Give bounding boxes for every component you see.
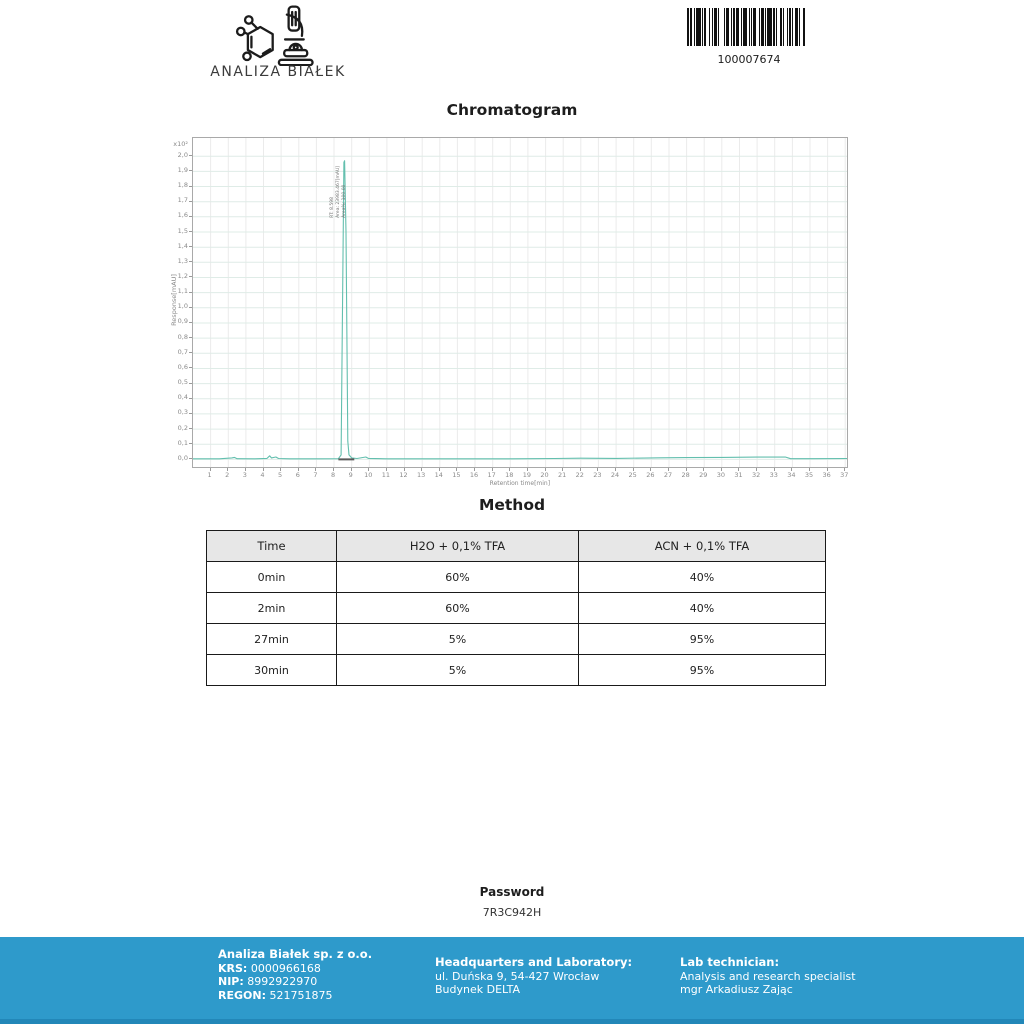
table-row <box>207 624 826 655</box>
table-cell: 5% <box>337 655 579 686</box>
footer-technician <box>680 956 856 997</box>
column-header: ACN + 0,1% TFA <box>579 531 826 562</box>
x-tick-mark <box>492 468 493 471</box>
footer-hq-title: Headquarters and Laboratory: <box>435 955 633 969</box>
x-tick-label: 15 <box>452 471 461 479</box>
method-title: Method <box>478 496 546 514</box>
chemistry-microscope-icon <box>233 4 323 66</box>
x-tick-mark <box>756 468 757 471</box>
x-tick-label: 27 <box>663 471 673 479</box>
chromatogram-chart <box>160 130 860 498</box>
table-cell: 40% <box>579 593 826 624</box>
x-tick-label: 28 <box>681 471 690 479</box>
x-tick-mark <box>474 468 475 471</box>
x-tick-label: 12 <box>399 471 408 479</box>
x-tick-mark <box>545 468 546 471</box>
password-value: 7R3C942H <box>482 906 542 919</box>
y-tick-label: 0,7 <box>177 347 188 356</box>
y-tick-label: 0,6 <box>177 362 188 371</box>
table-cell: 95% <box>579 655 826 686</box>
x-tick-label: 37 <box>840 471 849 479</box>
table-cell: 2min <box>207 593 337 624</box>
y-axis-scale-label: x10² <box>173 140 188 149</box>
x-tick-label: 23 <box>593 471 602 479</box>
y-tick-mark <box>189 367 192 368</box>
x-tick-mark <box>245 468 246 471</box>
y-tick-label: 0,4 <box>177 393 188 402</box>
x-tick-mark <box>668 468 669 471</box>
y-tick-mark <box>189 170 192 171</box>
y-tick-label: 1,1 <box>177 287 188 296</box>
y-tick-mark <box>189 428 192 429</box>
x-tick-mark <box>298 468 299 471</box>
column-header: Time <box>207 531 337 562</box>
x-tick-mark <box>703 468 704 471</box>
x-tick-label: 33 <box>769 471 778 479</box>
table-cell: 95% <box>579 624 826 655</box>
x-tick-label: 7 <box>313 471 318 479</box>
x-tick-label: 3 <box>242 471 247 479</box>
y-tick-mark <box>189 216 192 217</box>
x-tick-label: 10 <box>364 471 373 479</box>
x-tick-mark <box>227 468 228 471</box>
peak-annotation-line: RT: 8.598 <box>329 196 335 218</box>
footer-regon: REGON: 521751875 <box>218 988 333 1002</box>
footer-headquarters <box>435 956 632 997</box>
x-tick-mark <box>721 468 722 471</box>
x-tick-label: 18 <box>505 471 514 479</box>
y-tick-mark <box>189 352 192 353</box>
table-cell: 40% <box>579 562 826 593</box>
x-tick-label: 25 <box>628 471 637 479</box>
table-row <box>207 655 826 686</box>
y-tick-mark <box>189 383 192 384</box>
x-tick-mark <box>827 468 828 471</box>
y-tick-mark <box>189 246 192 247</box>
y-tick-mark <box>189 276 192 277</box>
x-tick-label: 36 <box>822 471 831 479</box>
chart-svg <box>193 138 847 467</box>
x-tick-label: 6 <box>295 471 300 479</box>
x-tick-mark <box>686 468 687 471</box>
table-row <box>207 593 826 624</box>
table-cell: 0min <box>207 562 337 593</box>
y-tick-mark <box>189 261 192 262</box>
y-tick-label: 0,1 <box>177 438 188 447</box>
x-tick-mark <box>404 468 405 471</box>
y-tick-label: 1,9 <box>177 165 188 174</box>
x-tick-label: 34 <box>787 471 796 479</box>
footer-tech-role: Analysis and research specialist <box>680 969 856 983</box>
y-tick-mark <box>189 398 192 399</box>
y-tick-mark <box>189 443 192 444</box>
x-tick-mark <box>562 468 563 471</box>
x-tick-mark <box>809 468 810 471</box>
footer-company-info <box>218 948 372 1002</box>
x-tick-mark <box>280 468 281 471</box>
x-tick-label: 4 <box>260 471 265 479</box>
x-tick-label: 35 <box>804 471 814 479</box>
table-row <box>207 562 826 593</box>
x-tick-mark <box>386 468 387 471</box>
footer-tech-name: mgr Arkadiusz Zając <box>680 983 793 996</box>
y-tick-label: 0,5 <box>177 378 188 387</box>
table-cell: 60% <box>337 562 579 593</box>
y-tick-mark <box>189 322 192 323</box>
x-tick-mark <box>527 468 528 471</box>
y-tick-label: 1,0 <box>177 302 188 311</box>
x-tick-mark <box>597 468 598 471</box>
y-tick-mark <box>189 201 192 202</box>
y-tick-label: 0,8 <box>177 332 188 341</box>
x-tick-mark <box>633 468 634 471</box>
y-tick-mark <box>189 231 192 232</box>
footer-hq-address: ul. Duńska 9, 54-427 Wrocław <box>435 969 600 983</box>
x-tick-mark <box>650 468 651 471</box>
column-header: H2O + 0,1% TFA <box>337 531 579 562</box>
x-tick-label: 2 <box>225 471 230 479</box>
y-tick-label: 2,0 <box>177 150 188 159</box>
barcode <box>687 8 805 46</box>
x-tick-label: 1 <box>207 471 212 479</box>
x-tick-label: 32 <box>751 471 761 479</box>
footer-bottom-stripe <box>0 1019 1024 1024</box>
table-cell: 30min <box>207 655 337 686</box>
x-tick-label: 17 <box>487 471 496 479</box>
table-cell: 27min <box>207 624 337 655</box>
y-tick-label: 1,3 <box>177 256 188 265</box>
x-tick-mark <box>421 468 422 471</box>
peak-annotation-line: Area: 23983.467[mAU] <box>335 165 341 218</box>
x-tick-label: 22 <box>575 471 584 479</box>
footer-krs: KRS: 0000966168 <box>218 961 321 975</box>
x-tick-label: 29 <box>699 471 708 479</box>
chart-plot-area <box>192 137 848 468</box>
x-tick-mark <box>263 468 264 471</box>
table-cell: 5% <box>337 624 579 655</box>
x-tick-label: 8 <box>330 471 336 479</box>
y-axis-label: Response[mAU] <box>170 274 178 326</box>
y-tick-label: 0,3 <box>177 408 188 417</box>
x-axis-label: Retention time[min] <box>489 480 551 487</box>
x-tick-label: 9 <box>348 471 353 479</box>
y-tick-label: 0,2 <box>177 423 188 432</box>
y-tick-label: 1,8 <box>177 181 188 190</box>
footer-tech-title: Lab technician: <box>680 955 780 969</box>
x-tick-mark <box>368 468 369 471</box>
peak-annotation-line: Area%: 100.00 <box>341 184 347 218</box>
x-tick-mark <box>791 468 792 471</box>
y-tick-label: 0,9 <box>177 317 188 326</box>
x-tick-mark <box>351 468 352 471</box>
password-label: Password <box>479 885 545 899</box>
x-tick-mark <box>774 468 775 471</box>
x-tick-label: 14 <box>434 471 443 479</box>
x-tick-label: 5 <box>278 471 283 479</box>
x-tick-label: 11 <box>381 471 391 479</box>
x-tick-mark <box>315 468 316 471</box>
y-tick-mark <box>189 413 192 414</box>
y-tick-label: 1,5 <box>177 226 188 235</box>
x-tick-mark <box>439 468 440 471</box>
x-tick-mark <box>333 468 334 471</box>
table-header-row <box>207 531 826 562</box>
x-tick-mark <box>615 468 616 471</box>
x-tick-mark <box>210 468 211 471</box>
company-logo <box>233 4 323 66</box>
barcode-bar <box>803 8 805 46</box>
x-tick-label: 19 <box>522 471 532 479</box>
x-tick-mark <box>580 468 581 471</box>
company-name: ANALIZA BIAŁEK <box>210 64 346 80</box>
x-tick-label: 26 <box>646 471 655 479</box>
x-tick-label: 20 <box>540 471 549 479</box>
y-tick-mark <box>189 186 192 187</box>
y-tick-mark <box>189 292 192 293</box>
chromatogram-title: Chromatogram <box>446 101 578 119</box>
y-tick-label: 1,6 <box>177 211 188 220</box>
y-tick-mark <box>189 337 192 338</box>
peak-annotation <box>330 166 347 218</box>
x-tick-label: 31 <box>734 471 743 479</box>
x-tick-label: 30 <box>716 471 725 479</box>
barcode-number: 100007674 <box>717 53 781 66</box>
y-tick-mark <box>189 155 192 156</box>
y-tick-label: 1,7 <box>177 196 188 205</box>
footer-nip: NIP: 8992922970 <box>218 975 318 988</box>
x-tick-label: 13 <box>417 471 426 479</box>
y-tick-label: 1,4 <box>177 241 188 250</box>
x-tick-label: 16 <box>469 471 479 479</box>
y-tick-label: 1,2 <box>177 271 188 280</box>
x-tick-mark <box>456 468 457 471</box>
x-tick-label: 24 <box>610 471 620 479</box>
footer-hq-building: Budynek DELTA <box>435 983 521 996</box>
x-tick-mark <box>844 468 845 471</box>
table-cell: 60% <box>337 593 579 624</box>
x-tick-mark <box>738 468 739 471</box>
x-tick-mark <box>509 468 510 471</box>
y-tick-mark <box>189 307 192 308</box>
footer-company-name: Analiza Białek sp. z o.o. <box>218 947 373 961</box>
y-tick-label: 0,0 <box>177 453 188 462</box>
method-table <box>206 530 826 686</box>
y-tick-mark <box>189 458 192 459</box>
x-tick-label: 21 <box>558 471 567 479</box>
